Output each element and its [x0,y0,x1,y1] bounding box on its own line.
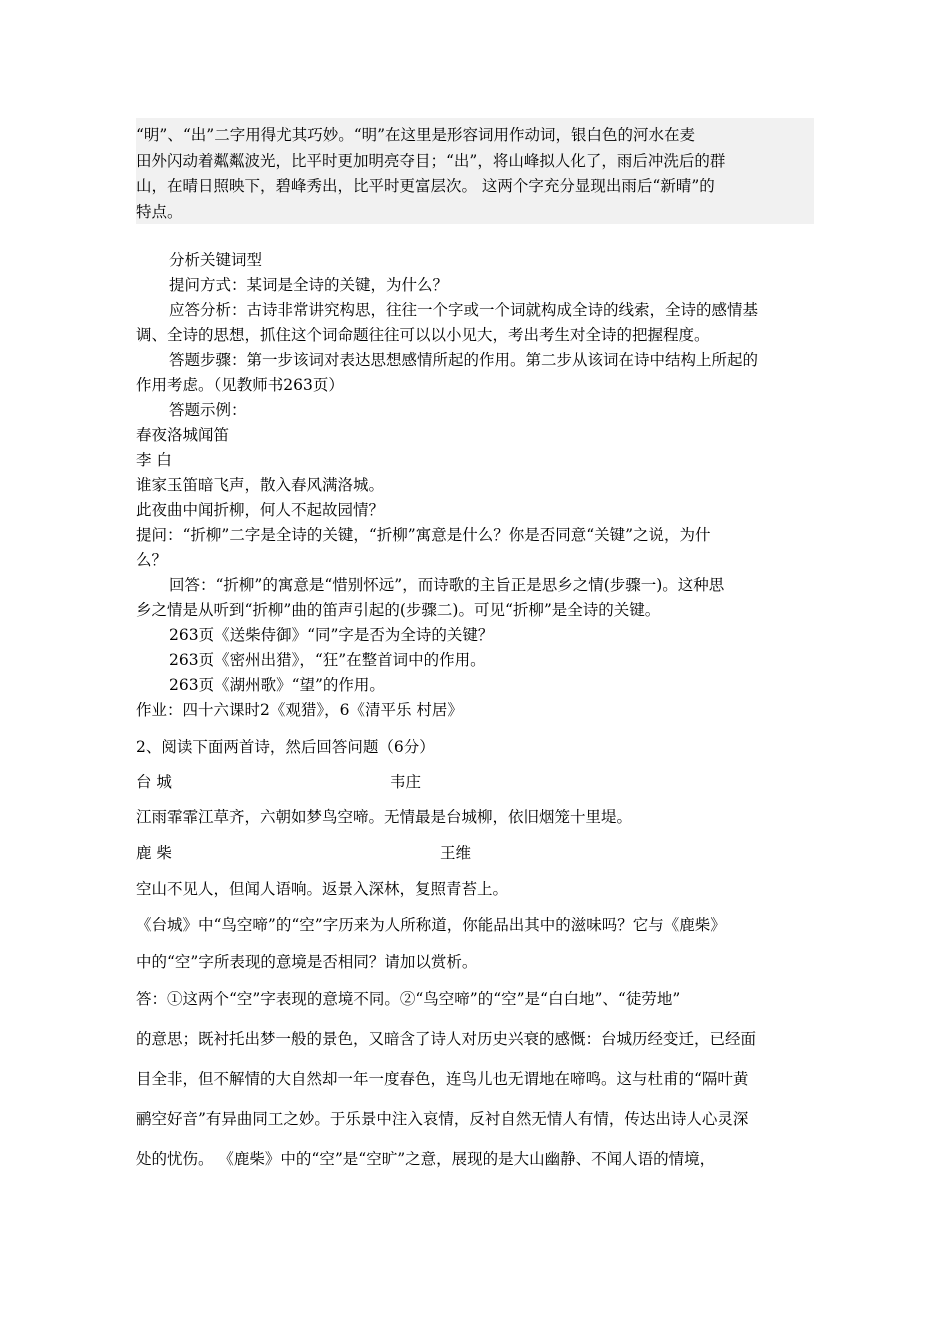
poem2-author: 王维 [440,844,472,862]
poem2-title: 鹿 柴 [136,844,172,862]
highlight-line: 特点。 [136,203,183,221]
poem-title: 春夜洛城闻笛 [136,426,230,444]
analysis-line: 调、全诗的思想，抓住这个词命题往往可以以小见大，考出考生对全诗的把握程度。 [136,326,710,344]
reference-line: 263页《湖州歌》“望”的作用。 [169,676,385,694]
question-way: 提问方式：某词是全诗的关键，为什么？ [169,276,449,294]
steps-line: 答题步骤：第一步该词对表达思想感情所起的作用。第二步从该词在诗中结构上所起的 [169,351,759,369]
section2-prompt: 2、阅读下面两首诗，然后回答问题（6分） [136,738,435,756]
poem1-author: 韦庄 [390,773,422,791]
section2-answer-line: 鹂空好音”有异曲同工之妙。于乐景中注入哀情，反衬自然无情人有情，传达出诗人心灵深 [136,1110,749,1128]
poem2-text: 空山不见人，但闻人语响。返景入深林，复照青苔上。 [136,880,509,898]
question-line: 提问：“折柳”二字是全诗的关键，“折柳”寓意是什么？你是否同意“关键”之说，为什 [136,526,711,544]
section2-answer-line: 的意思；既衬托出梦一般的景色，又暗含了诗人对历史兴衰的感慨：台城历经变迁，已经面 [136,1030,757,1048]
section2-answer-line: 答：①这两个“空”字表现的意境不同。②“鸟空啼”的“空”是“白白地”、“徒劳地” [136,990,681,1008]
analysis-line: 应答分析：古诗非常讲究构思，往往一个字或一个词就构成全诗的线索，全诗的感情基 [169,301,759,319]
answer-line: 回答：“折柳”的寓意是“惜别怀远”，而诗歌的主旨正是思乡之情(步骤一)。这种思 [169,576,725,594]
reference-line: 263页《送柴侍御》“同”字是否为全诗的关键？ [169,626,494,644]
homework-line: 作业：四十六课时2《观猎》，6《清平乐 村居》 [136,701,463,719]
highlight-line: 田外闪动着粼粼波光，比平时更加明亮夺目；“出”，将山峰拟人化了，雨后冲洗后的群 [136,152,726,170]
answer-line: 乡之情是从听到“折柳”曲的笛声引起的(步骤二)。可见“折柳”是全诗的关键。 [136,601,661,619]
section2-question-line: 《台城》中“鸟空啼”的“空”字历来为人所称道，你能品出其中的滋味吗？它与《鹿柴》 [136,916,726,934]
poem1-title: 台 城 [136,773,172,791]
poem-line: 此夜曲中闻折柳，何人不起故园情？ [136,501,385,519]
steps-line: 作用考虑。（见教师书263页） [136,376,344,394]
question-line: 么？ [136,551,168,569]
section2-answer-line: 处的忧伤。 《鹿柴》中的“空”是“空旷”之意，展现的是大山幽静、不闻人语的情境， [136,1150,716,1168]
section2-answer-line: 目全非，但不解情的大自然却一年一度春色，连鸟儿也无谓地在啼鸣。这与杜甫的“隔叶黄 [136,1070,749,1088]
poem-line: 谁家玉笛暗飞声，散入春风满洛城。 [136,476,385,494]
section2-question-line: 中的“空”字所表现的意境是否相同？请加以赏析。 [136,953,478,971]
reference-line: 263页《密州出猎》，“狂”在整首词中的作用。 [169,651,486,669]
poem1-text: 江雨霏霏江草齐，六朝如梦鸟空啼。无情最是台城柳，依旧烟笼十里堤。 [136,808,633,826]
example-label: 答题示例： [169,401,247,419]
section-heading: 分析关键词型 [169,251,263,269]
highlight-line: 山，在晴日照映下，碧峰秀出，比平时更富层次。 这两个字充分显现出雨后“新晴”的 [136,177,715,195]
poem-author: 李 白 [136,451,172,469]
highlight-line: “明”、“出”二字用得尤其巧妙。“明”在这里是形容词用作动词，银白色的河水在麦 [136,126,696,144]
